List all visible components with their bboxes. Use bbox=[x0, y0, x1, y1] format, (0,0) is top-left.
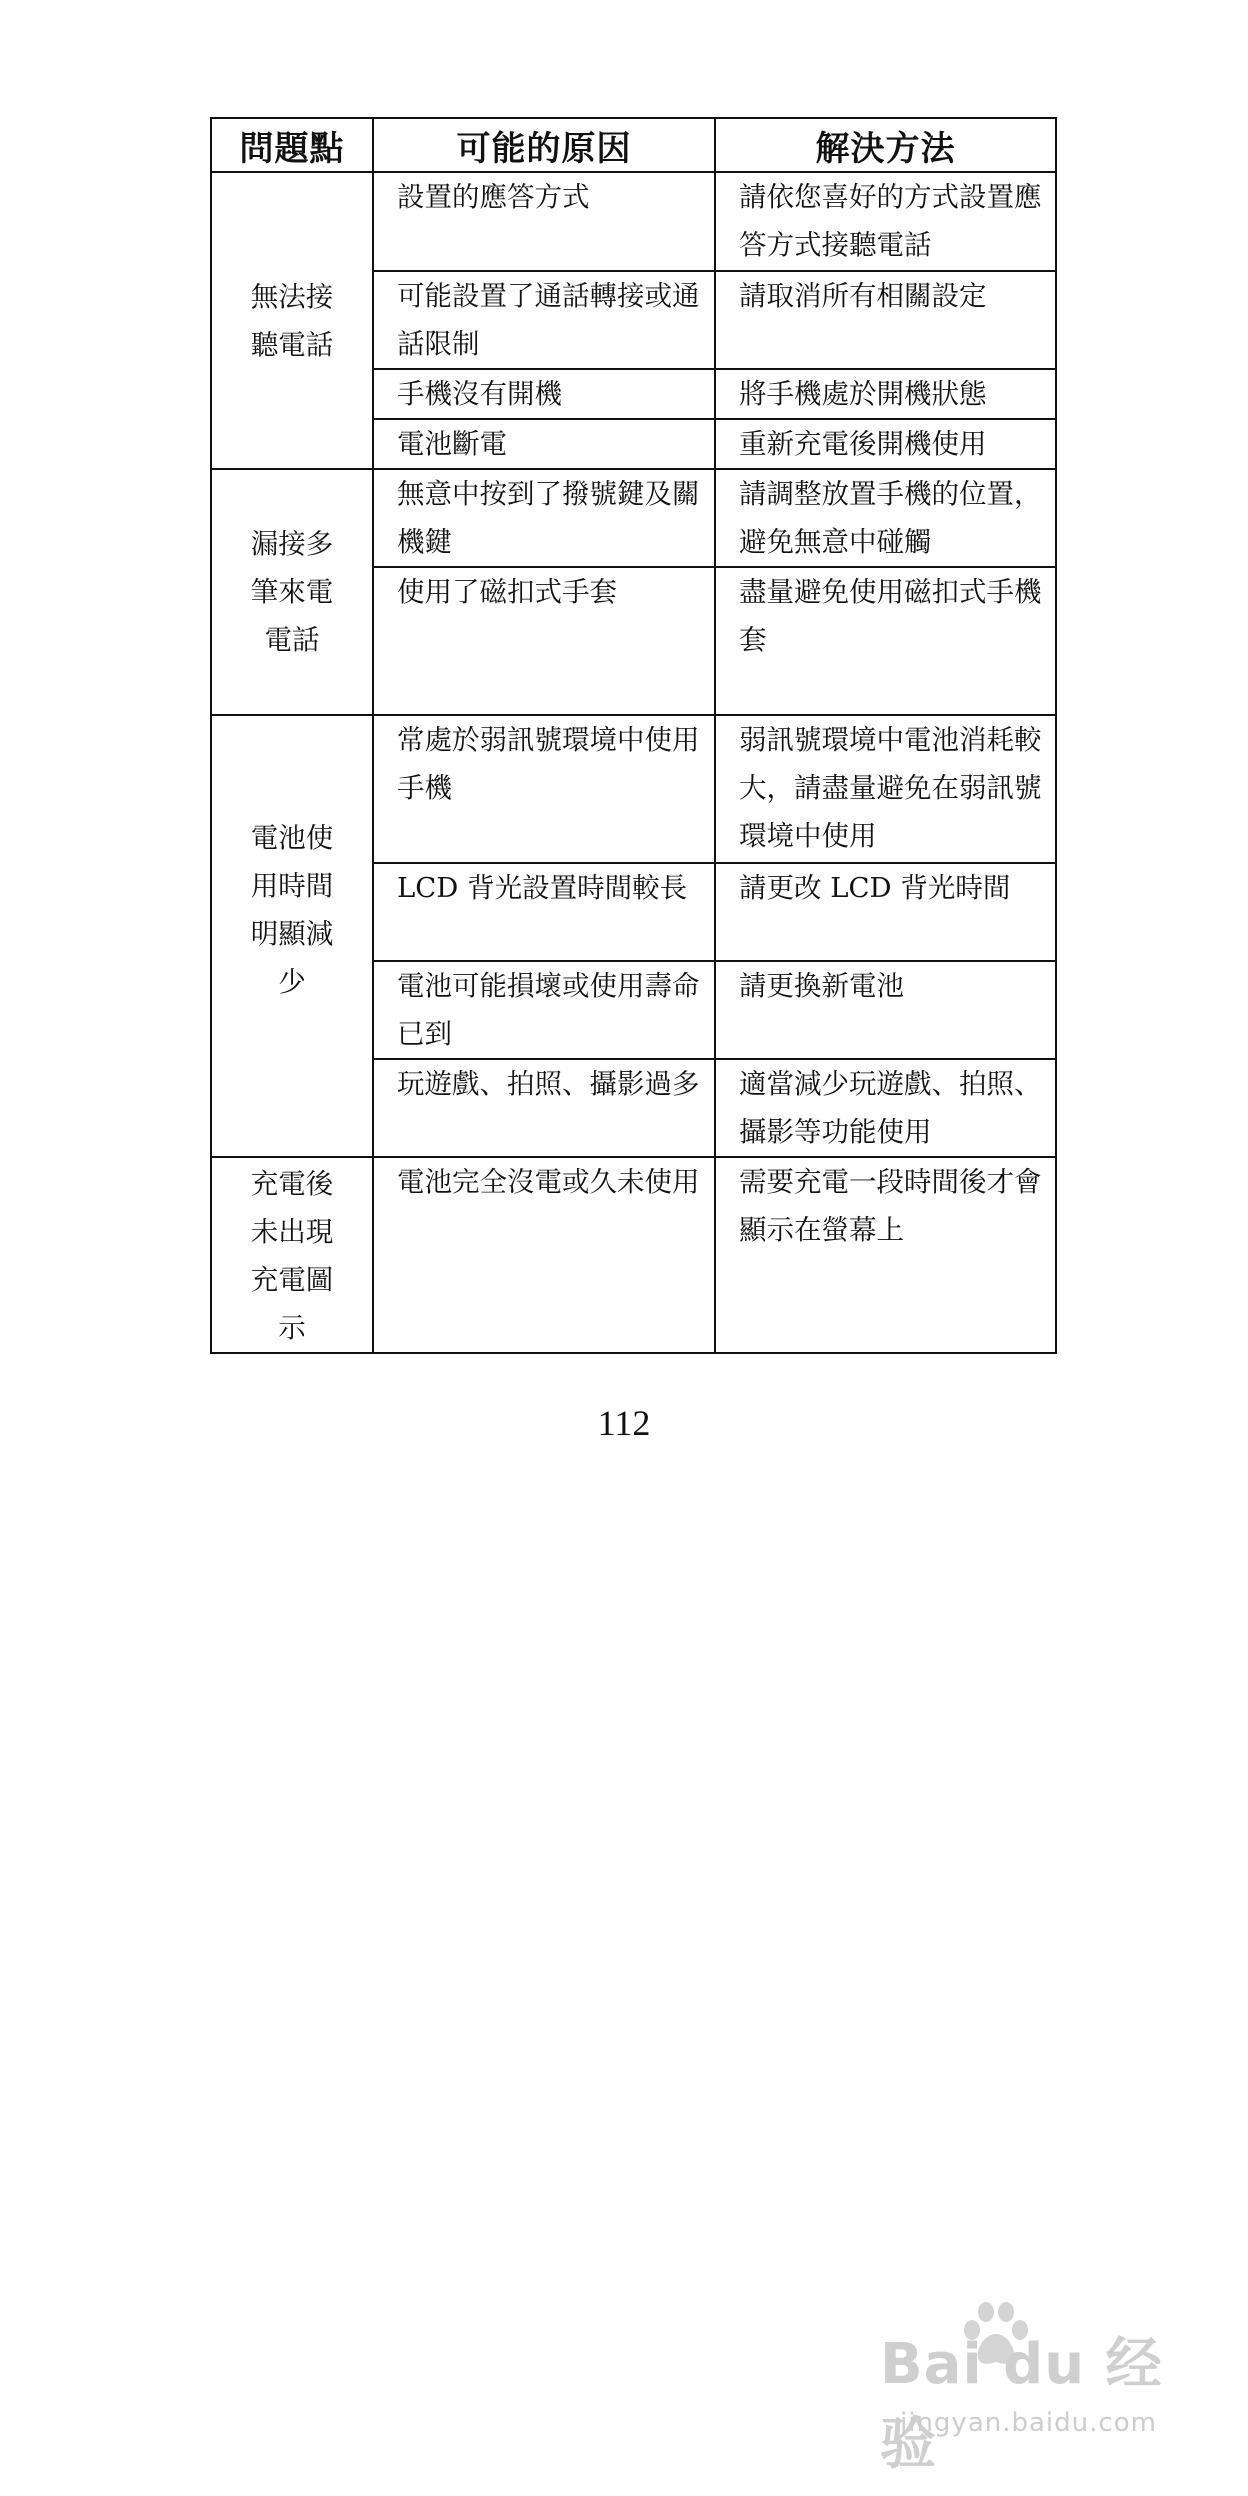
cause-cell: 無意中按到了撥號鍵及關機鍵 bbox=[373, 469, 715, 567]
table-row bbox=[211, 469, 1056, 567]
watermark-logo-text: Bai du 经验 bbox=[880, 2332, 1163, 2477]
cause-cell: 使用了磁扣式手套 bbox=[373, 567, 715, 715]
problem-cell: 電池使用時間明顯減少 bbox=[211, 715, 373, 1157]
solution-cell: 請更換新電池 bbox=[715, 961, 1056, 1059]
problem-cell: 漏接多筆來電電話 bbox=[211, 469, 373, 715]
cause-cell: 電池斷電 bbox=[373, 419, 715, 469]
watermark-url: jingyan.baidu.com bbox=[900, 2408, 1157, 2438]
table-row bbox=[211, 172, 1056, 271]
page-number: 112 bbox=[597, 1403, 651, 1443]
problem-cell: 無法接聽電話 bbox=[211, 172, 373, 469]
solution-cell: 適當減少玩遊戲、拍照、攝影等功能使用 bbox=[715, 1059, 1056, 1157]
cause-cell: 常處於弱訊號環境中使用手機 bbox=[373, 715, 715, 863]
solution-cell: 盡量避免使用磁扣式手機套 bbox=[715, 567, 1056, 715]
table-row bbox=[211, 715, 1056, 863]
solution-cell: 弱訊號環境中電池消耗較大，請盡量避免在弱訊號環境中使用 bbox=[715, 715, 1056, 863]
solution-cell: 需要充電一段時間後才會顯示在螢幕上 bbox=[715, 1157, 1056, 1353]
solution-cell: 請依您喜好的方式設置應答方式接聽電話 bbox=[715, 172, 1056, 271]
cause-cell: 玩遊戲、拍照、攝影過多 bbox=[373, 1059, 715, 1157]
solution-cell: 將手機處於開機狀態 bbox=[715, 369, 1056, 419]
table-header-row bbox=[211, 118, 1056, 172]
cause-cell: LCD 背光設置時間較長 bbox=[373, 863, 715, 961]
troubleshooting-table bbox=[210, 117, 1057, 1354]
header-solution: 解決方法 bbox=[715, 118, 1056, 172]
cause-cell: 設置的應答方式 bbox=[373, 172, 715, 271]
cause-cell: 手機沒有開機 bbox=[373, 369, 715, 419]
solution-cell: 請調整放置手機的位置，避免無意中碰觸 bbox=[715, 469, 1056, 567]
solution-cell: 請更改 LCD 背光時間 bbox=[715, 863, 1056, 961]
solution-cell: 請取消所有相關設定 bbox=[715, 271, 1056, 369]
header-problem: 問題點 bbox=[211, 118, 373, 172]
cause-cell: 可能設置了通話轉接或通話限制 bbox=[373, 271, 715, 369]
table-row bbox=[211, 1157, 1056, 1353]
solution-cell: 重新充電後開機使用 bbox=[715, 419, 1056, 469]
baidu-jingyan-watermark bbox=[880, 2300, 1210, 2477]
header-cause: 可能的原因 bbox=[373, 118, 715, 172]
problem-cell: 充電後未出現充電圖示 bbox=[211, 1157, 373, 1353]
cause-cell: 電池完全沒電或久未使用 bbox=[373, 1157, 715, 1353]
cause-cell: 電池可能損壞或使用壽命已到 bbox=[373, 961, 715, 1059]
